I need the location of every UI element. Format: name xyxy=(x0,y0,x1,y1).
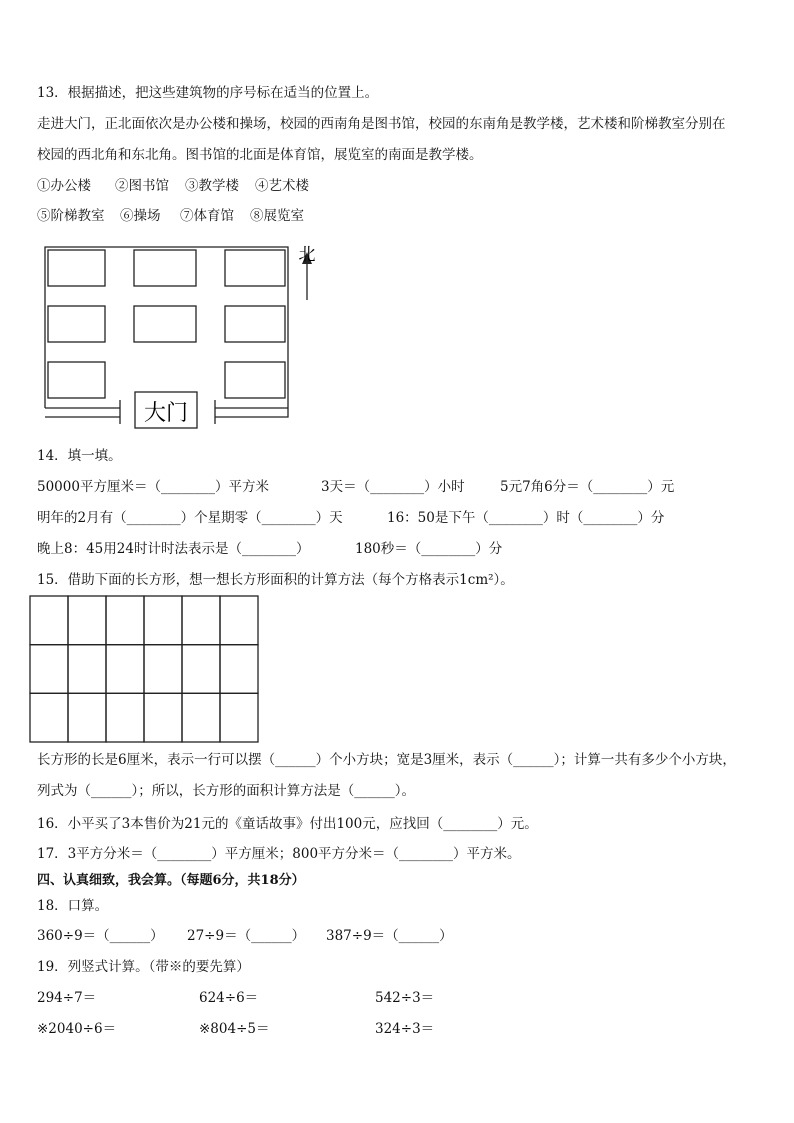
q14-item-1: 50000平方厘米＝（________）平方米 xyxy=(37,479,269,495)
map-cell-sw[interactable] xyxy=(48,362,105,398)
q19-title: 19．列竖式计算。（带※的要先算） xyxy=(37,959,250,975)
grid-square xyxy=(182,693,220,742)
grid-square xyxy=(106,693,144,742)
grid-square xyxy=(106,596,144,645)
q14-item-5: 16：50是下午（________）时（________）分 xyxy=(387,510,665,526)
grid-square xyxy=(30,693,68,742)
option-7: ⑦体育馆 xyxy=(180,208,234,224)
q18-item-1: 360÷9＝（______） xyxy=(37,928,164,944)
map-cell-se[interactable] xyxy=(225,362,285,398)
option-8: ⑧展览室 xyxy=(250,208,304,224)
q19-item-4: ※2040÷6＝ xyxy=(37,1021,117,1037)
option-2: ②图书馆 xyxy=(115,178,169,194)
q19-item-1: 294÷7＝ xyxy=(37,990,97,1006)
gate-label: 大门 xyxy=(143,401,189,426)
q18-item-3: 387÷9＝（______） xyxy=(326,928,453,944)
grid-square xyxy=(30,645,68,694)
q19-item-2: 624÷6＝ xyxy=(199,990,259,1006)
map-cell-n[interactable] xyxy=(134,250,196,286)
grid-square xyxy=(30,596,68,645)
map-cell-ne[interactable] xyxy=(225,250,285,286)
grid-square xyxy=(106,645,144,694)
q18-item-2: 27÷9＝（______） xyxy=(187,928,306,944)
q19-item-3: 542÷3＝ xyxy=(375,990,435,1006)
q14-title: 14．填一填。 xyxy=(37,448,122,464)
q14-item-7: 180秒＝（________）分 xyxy=(355,541,503,557)
option-4: ④艺术楼 xyxy=(255,178,309,194)
q14-item-6: 晚上8：45用24时计时法表示是（________） xyxy=(37,541,310,557)
q19-item-6: 324÷3＝ xyxy=(375,1021,435,1037)
q14-item-2: 3天＝（________）小时 xyxy=(321,479,465,495)
q18-title: 18．口算。 xyxy=(37,898,109,914)
grid-square xyxy=(144,693,182,742)
section-4-heading: 四、认真细致，我会算。（每题6分，共18分） xyxy=(37,873,305,888)
grid-square xyxy=(68,693,106,742)
map-cell-nw[interactable] xyxy=(48,250,105,286)
q14-item-3: 5元7角6分＝（________）元 xyxy=(500,479,675,495)
grid-square xyxy=(220,645,258,694)
q13-description-line-2: 校园的西北角和东北角。图书馆的北面是体育馆，展览室的南面是教学楼。 xyxy=(37,147,483,163)
q15-text-line-2: 列式为（______）；所以，长方形的面积计算方法是（______）。 xyxy=(37,783,415,799)
grid-square xyxy=(220,693,258,742)
grid-square xyxy=(220,596,258,645)
map-cell-w[interactable] xyxy=(48,306,105,342)
q13-description-line-1: 走进大门，正北面依次是办公楼和操场，校园的西南角是图书馆，校园的东南角是教学楼，艺术楼和阶梯教室分别在 xyxy=(37,116,726,132)
grid-square xyxy=(144,645,182,694)
q16: 16．小平买了3本售价为21元的《童话故事》付出100元，应找回（________）元。 xyxy=(37,816,538,832)
q14-item-4: 明年的2月有（________）个星期零（________）天 xyxy=(37,510,343,526)
q13-title: 13．根据描述，把这些建筑物的序号标在适当的位置上。 xyxy=(37,85,379,101)
grid-square xyxy=(182,645,220,694)
q15-text-line-1: 长方形的长是6厘米，表示一行可以摆（______）个小方块；宽是3厘米，表示（______）；计算一共有多少个小方块， xyxy=(37,752,736,768)
option-3: ③教学楼 xyxy=(185,178,239,194)
map-cell-center[interactable] xyxy=(134,306,196,342)
q17: 17．3平方分米＝（________）平方厘米；800平方分米＝（________）平方米。 xyxy=(37,846,521,862)
option-5: ⑤阶梯教室 xyxy=(37,208,105,224)
campus-map xyxy=(40,240,340,440)
q19-item-5: ※804÷5＝ xyxy=(199,1021,270,1037)
option-6: ⑥操场 xyxy=(120,208,161,224)
area-grid xyxy=(29,595,261,745)
grid-square xyxy=(144,596,182,645)
grid-square xyxy=(68,596,106,645)
q15-title: 15．借助下面的长方形，想一想长方形面积的计算方法（每个方格表示1cm²）。 xyxy=(37,572,514,588)
grid-square xyxy=(68,645,106,694)
grid-square xyxy=(182,596,220,645)
north-label: 北 xyxy=(298,245,316,265)
map-cell-e[interactable] xyxy=(225,306,285,342)
option-1: ①办公楼 xyxy=(37,178,91,194)
